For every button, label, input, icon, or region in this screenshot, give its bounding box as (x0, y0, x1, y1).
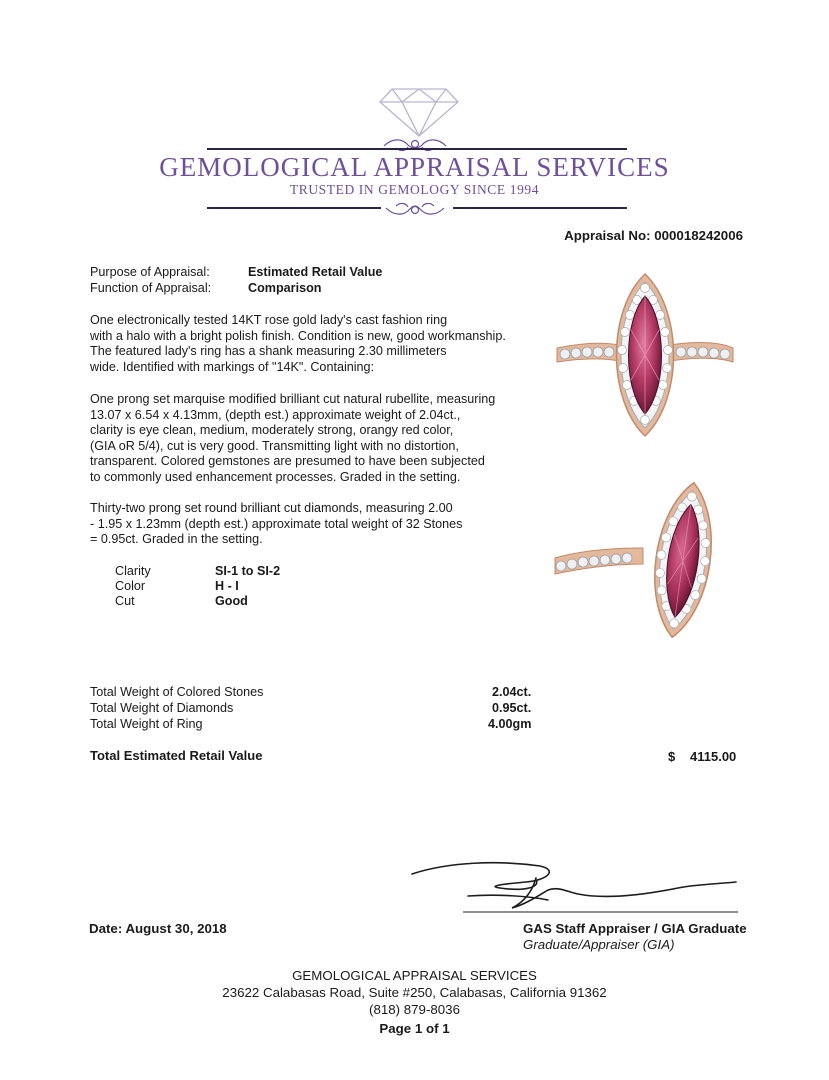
purpose-value: Estimated Retail Value (248, 265, 383, 279)
grade-value-cut: Good (215, 594, 248, 608)
signer-subtitle: Graduate/Appraiser (GIA) (523, 937, 675, 952)
company-name: GEMOLOGICAL APPRAISAL SERVICES (159, 152, 670, 182)
diamond-description: Thirty-two prong set round brilliant cut diamonds, measuring 2.00 - 1.95 x 1.23mm (depth est.) approximate total weight of 32 Stones = 0.95ct. Graded in the setting. (90, 501, 463, 546)
footer-phone: (818) 879-8036 (369, 1002, 460, 1017)
appraisal-date: Date: August 30, 2018 (89, 921, 227, 936)
appraisal-number: Appraisal No: 000018242006 (564, 228, 743, 243)
ring-photo-bottom (553, 478, 735, 644)
footer-company: GEMOLOGICAL APPRAISAL SERVICES (292, 968, 537, 983)
footer-address: 23622 Calabasas Road, Suite #250, Calabasas, California 91362 (222, 985, 607, 1000)
weight-value-diamonds: 0.95ct. (492, 701, 532, 715)
weight-label-colored-stones: Total Weight of Colored Stones (90, 685, 264, 699)
total-label: Total Estimated Retail Value (90, 748, 263, 763)
grade-value-color: H - I (215, 579, 239, 593)
grade-label-clarity: Clarity (115, 564, 151, 578)
ornament-bottom-icon (384, 200, 446, 218)
company-tagline: TRUSTED IN GEMOLOGY SINCE 1994 (289, 182, 540, 197)
header-rule-right (453, 207, 627, 209)
grade-value-clarity: SI-1 to SI-2 (215, 564, 281, 578)
ring-photo-top (555, 270, 735, 440)
grade-label-color: Color (115, 579, 146, 593)
total-value: 4115.00 (690, 749, 737, 764)
function-label: Function of Appraisal: (90, 281, 212, 295)
signature-icon (408, 856, 743, 918)
page-number: Page 1 of 1 (379, 1021, 450, 1036)
ring-description: One electronically tested 14KT rose gold lady's cast fashion ring with a halo with a bright polish finish. Condition is new, good workmanship. The featured lady's ring has a shank measuring 2.30 millimeters wide. Identified with markings of "14K". Containing: (90, 313, 506, 374)
function-value: Comparison (248, 281, 322, 295)
purpose-label: Purpose of Appraisal: (90, 265, 210, 279)
weight-label-diamonds: Total Weight of Diamonds (90, 701, 234, 715)
signer-title: GAS Staff Appraiser / GIA Graduate (523, 921, 747, 936)
diamond-logo-icon (378, 86, 460, 138)
weight-value-ring: 4.00gm (488, 717, 532, 731)
weight-value-colored-stones: 2.04ct. (492, 685, 532, 699)
header-rule-left (207, 207, 381, 209)
header-rule-top (207, 148, 627, 150)
total-currency: $ (668, 749, 676, 764)
gemstone-description: One prong set marquise modified brilliant cut natural rubellite, measuring 13.07 x 6.54 x 4.13mm, (depth est.) approximate weight of 2.04ct., clarity is eye clean, medium, moderately strong, orangy red color, (GIA oR 5/4), cut is very good. Transmitting light with no distortion, transparent. Colored gemstones are presumed to have been subjected to commonly used enhancement processes. Graded in the setting. (90, 392, 496, 484)
grade-label-cut: Cut (115, 594, 135, 608)
weight-label-ring: Total Weight of Ring (90, 717, 203, 731)
